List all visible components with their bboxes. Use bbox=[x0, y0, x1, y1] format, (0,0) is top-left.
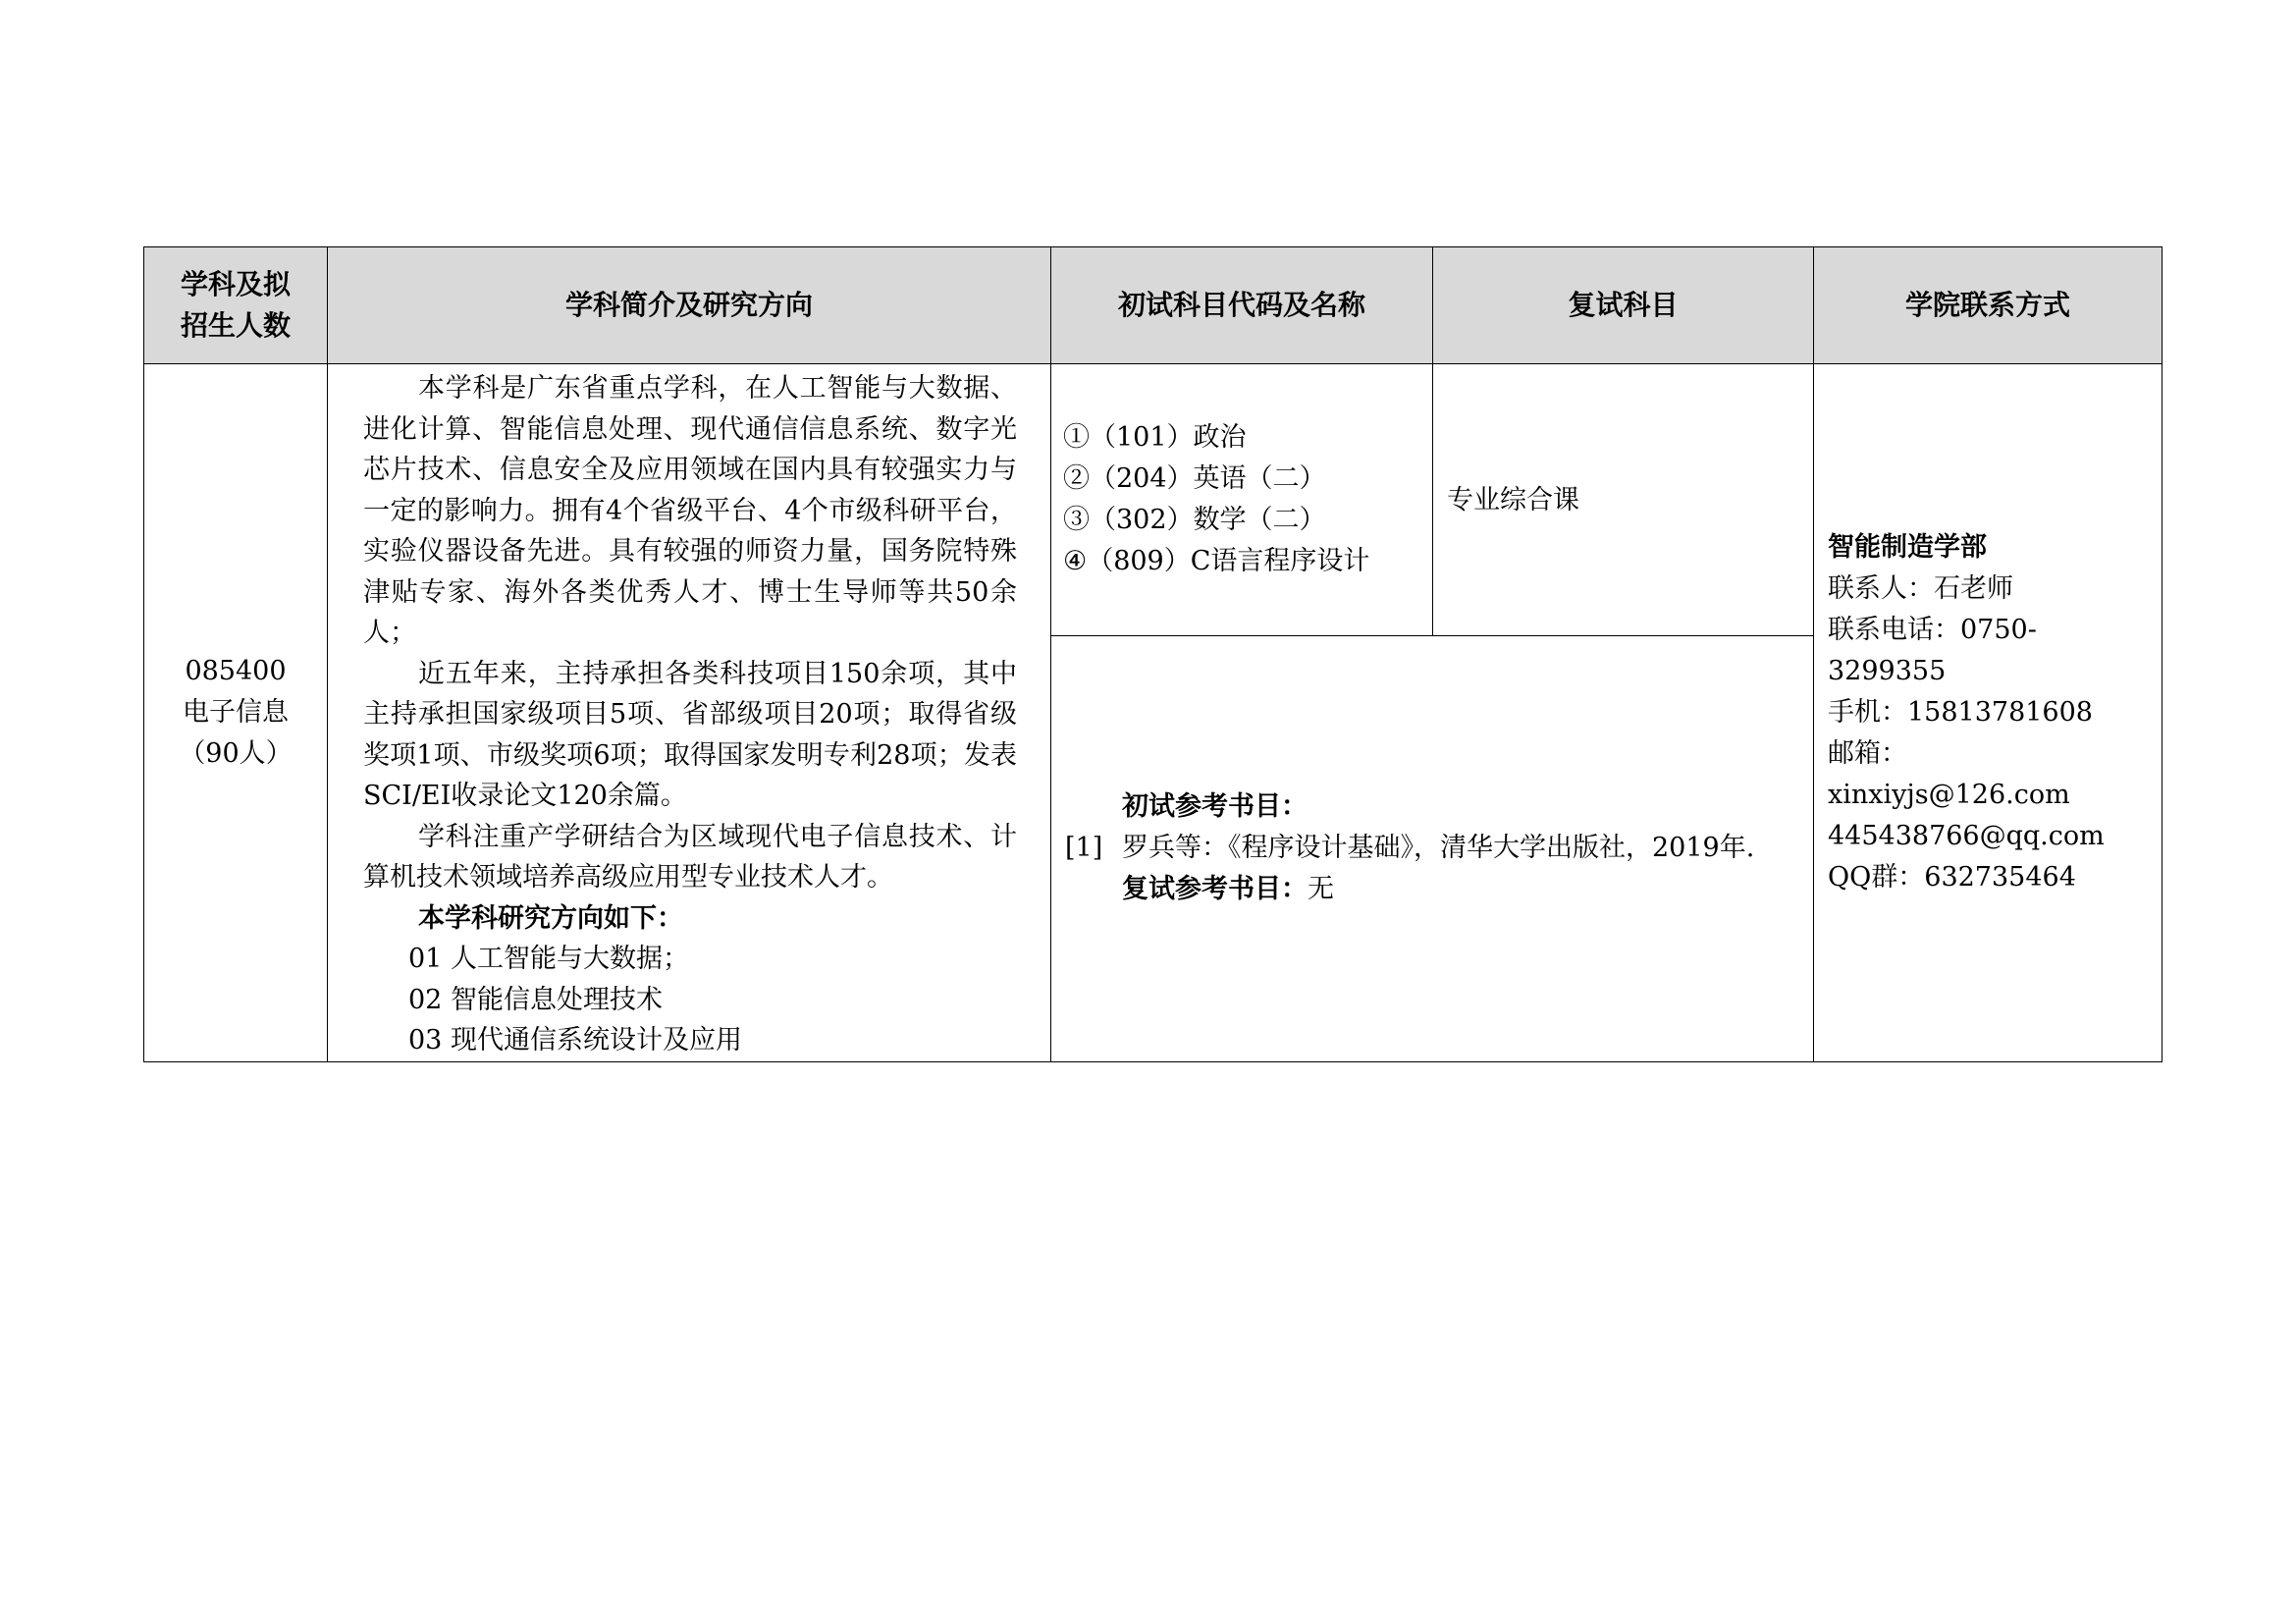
header-exam: 初试科目代码及名称 bbox=[1051, 247, 1433, 364]
intro-cell bbox=[328, 364, 1051, 1062]
retest-references-value: 无 bbox=[1308, 874, 1334, 905]
exam-item: ④（809）C语言程序设计 bbox=[1063, 546, 1370, 577]
header-subject-text: 学科及拟招生人数 bbox=[180, 268, 291, 342]
header-row bbox=[144, 247, 2163, 364]
direction-item: 02 智能信息处理技术 bbox=[408, 984, 663, 1015]
exam-cell bbox=[1051, 364, 1433, 636]
subject-name: 电子信息 bbox=[183, 696, 289, 728]
intro-paragraph-2: 近五年来，主持承担各类科技项目150余项，其中主持承担国家级项目5项、省部级项目20项；取得省级奖项1项、市级奖项6项；取得国家发明专利28项；发表SCI/EI收录论文120余篇。 bbox=[363, 658, 1017, 811]
retest-cell bbox=[1433, 364, 1814, 636]
contact-cell bbox=[1814, 364, 2163, 1062]
exam-item: ①（101）政治 bbox=[1063, 422, 1247, 454]
exam-item: ②（204）英语（二） bbox=[1063, 463, 1326, 495]
reference-text: 罗兵等：《程序设计基础》，清华大学出版社，2019年. bbox=[1122, 833, 1755, 864]
retest-references-label: 复试参考书目： bbox=[1122, 874, 1308, 905]
header-contact: 学院联系方式 bbox=[1814, 247, 2163, 364]
contact-dept: 智能制造学部 bbox=[1828, 531, 1987, 563]
data-row-1 bbox=[144, 364, 2163, 636]
exam-item: ③（302）数学（二） bbox=[1063, 505, 1326, 536]
direction-item: 03 现代通信系统设计及应用 bbox=[408, 1025, 742, 1056]
contact-qq: QQ群：632735464 bbox=[1828, 861, 2076, 893]
contact-phone: 联系电话：0750-3299355 bbox=[1828, 614, 2037, 686]
subject-cell bbox=[144, 364, 328, 1062]
contact-mobile: 手机：15813781608 bbox=[1828, 696, 2093, 728]
references-cell bbox=[1051, 636, 1814, 1061]
directions-title: 本学科研究方向如下： bbox=[418, 902, 683, 934]
initial-references-title: 初试参考书目： bbox=[1122, 791, 1308, 823]
contact-email: 邮箱：xinxiyjs@126.com bbox=[1828, 737, 2070, 810]
header-subject bbox=[144, 247, 328, 364]
contact-email-2: 445438766@qq.com bbox=[1828, 820, 2105, 851]
subject-quota: （90人） bbox=[179, 737, 293, 769]
intro-paragraph-3: 学科注重产学研结合为区域现代电子信息技术、计算机技术领域培养高级应用型专业技术人才。 bbox=[363, 821, 1017, 893]
contact-person: 联系人：石老师 bbox=[1828, 572, 2013, 604]
intro-paragraph-1: 本学科是广东省重点学科，在人工智能与大数据、进化计算、智能信息处理、现代通信信息系统、数字光芯片技术、信息安全及应用领域在国内具有较强实力与一定的影响力。拥有4个省级平台、4个市级科研平台，实验仪器设备先进。具有较强的师资力量，国务院特殊津贴专家、海外各类优秀人才、博士生导师等共50余人； bbox=[363, 373, 1017, 648]
subject-code: 085400 bbox=[185, 655, 287, 686]
reference-item bbox=[1065, 828, 1799, 869]
retest-subject: 专业综合课 bbox=[1447, 485, 1579, 515]
header-retest: 复试科目 bbox=[1433, 247, 1814, 364]
reference-number: [1] bbox=[1065, 833, 1103, 864]
header-intro: 学科简介及研究方向 bbox=[328, 247, 1051, 364]
admission-table bbox=[143, 246, 2163, 1062]
retest-references bbox=[1065, 869, 1799, 910]
direction-item: 01 人工智能与大数据； bbox=[408, 944, 689, 974]
